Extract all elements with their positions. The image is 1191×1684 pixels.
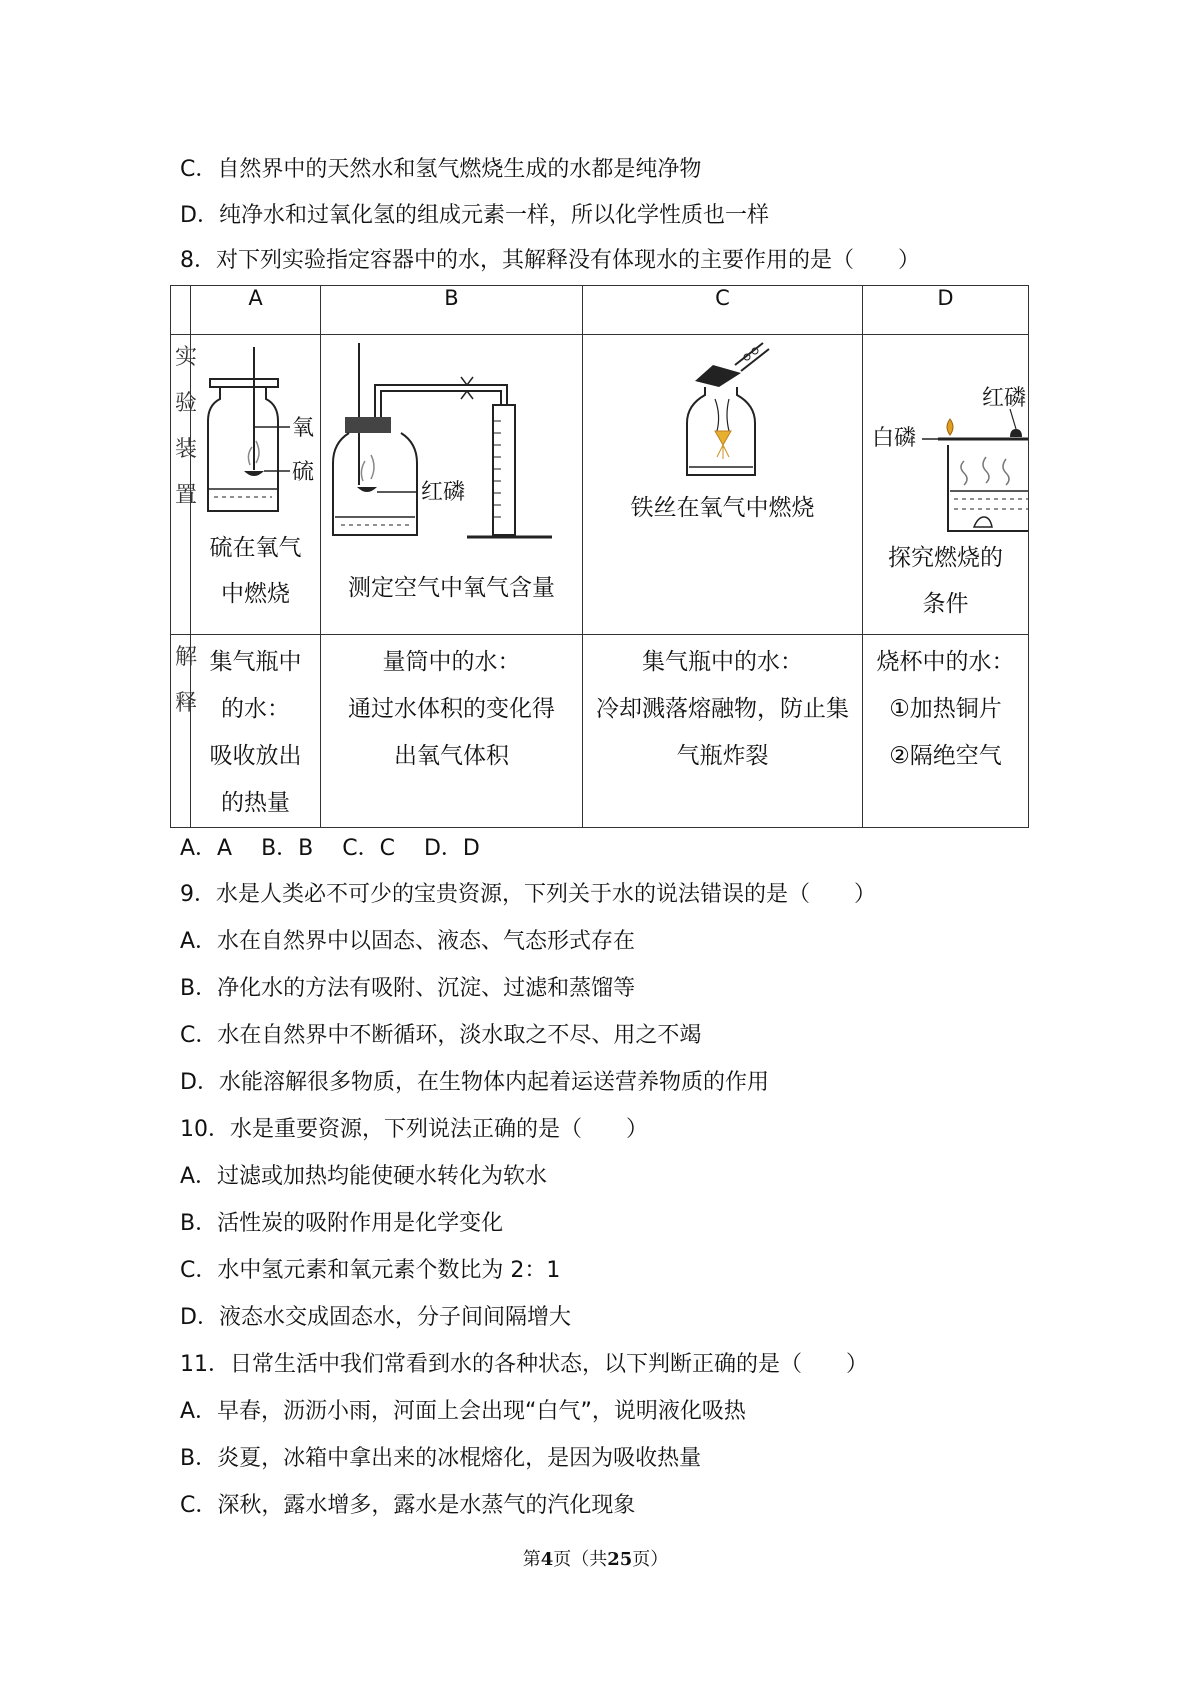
page-footer	[0, 1545, 1191, 1571]
caption-d	[863, 535, 1028, 627]
cell-d-device	[863, 335, 1029, 635]
q8-options: A．A B．B C．C D．D	[180, 836, 480, 861]
explain-row	[171, 635, 1029, 828]
phosphorus-apparatus-illustration	[327, 335, 577, 555]
explain-line: 集气瓶中的水：	[642, 649, 803, 675]
explain-line: 量筒中的水：	[382, 649, 521, 675]
q9-option-b: B．净化水的方法有吸附、沉淀、过滤和蒸馏等	[180, 976, 636, 1001]
side-char: 实	[175, 345, 198, 370]
footer-middle: 页（共	[553, 1549, 608, 1570]
header-blank	[171, 286, 191, 335]
footer-page-number: 4	[540, 1549, 554, 1570]
label-red-phosphorus: 红磷	[420, 480, 465, 505]
caption-line: 测定空气中氧气含量	[348, 575, 555, 601]
side-char: 解	[175, 645, 198, 670]
explain-b	[321, 635, 583, 828]
q7-option-d: D．纯净水和过氧化氢的组成元素一样，所以化学性质也一样	[180, 203, 769, 228]
q9-option-d: D．水能溶解很多物质，在生物体内起着运送营养物质的作用	[180, 1070, 769, 1095]
device-row	[171, 335, 1029, 635]
explain-line: 集气瓶中	[209, 649, 302, 675]
header-a: A	[191, 286, 321, 335]
label-red-phosphorus-d: 红磷	[981, 386, 1026, 411]
table-header-row	[171, 286, 1029, 335]
combustion-beaker-illustration	[864, 335, 1028, 535]
footer-suffix: 页）	[632, 1549, 669, 1570]
caption-line: 探究燃烧的	[888, 545, 1003, 571]
device-side-label	[171, 335, 198, 635]
header-d: D	[863, 286, 1029, 335]
footer-total-pages: 25	[607, 1549, 633, 1570]
explain-line: 的热量	[221, 790, 290, 816]
explain-c	[583, 635, 863, 828]
q10-option-d: D．液态水交成固态水，分子间间隔增大	[180, 1305, 571, 1330]
label-oxygen: 氧	[291, 416, 314, 441]
side-char: 释	[175, 691, 198, 716]
explain-line: ②隔绝空气	[889, 743, 1002, 769]
label-white-phosphorus: 白磷	[871, 426, 916, 451]
caption-b	[321, 555, 582, 611]
q11-option-b: B．炎夏，冰箱中拿出来的冰棍熔化，是因为吸收热量	[180, 1446, 702, 1471]
side-char: 置	[175, 483, 198, 508]
caption-c	[583, 485, 862, 531]
caption-line: 中燃烧	[221, 581, 290, 607]
q8-stem: 8．对下列实验指定容器中的水，其解释没有体现水的主要作用的是（ ）	[180, 248, 920, 273]
explain-line: 出氧气体积	[394, 743, 509, 769]
caption-line: 条件	[922, 591, 969, 617]
q10-option-c: C．水中氢元素和氧元素个数比为 2：1	[180, 1258, 561, 1283]
iron-wire-bottle-illustration	[643, 335, 803, 485]
footer-prefix: 第	[522, 1549, 541, 1570]
header-c: C	[583, 286, 863, 335]
cell-a-device	[191, 335, 321, 635]
explain-line: 冷却溅落熔融物，防止集	[596, 696, 849, 722]
q11-option-a: A．早春，沥沥小雨，河面上会出现“白气”，说明液化吸热	[180, 1399, 746, 1424]
q9-stem: 9．水是人类必不可少的宝贵资源，下列关于水的说法错误的是（ ）	[180, 882, 876, 907]
explain-line: ①加热铜片	[889, 696, 1002, 722]
explain-side-label	[171, 635, 198, 828]
q11-stem: 11．日常生活中我们常看到水的各种状态，以下判断正确的是（ ）	[180, 1352, 868, 1377]
side-char: 装	[175, 437, 198, 462]
q8-table	[170, 285, 1029, 828]
q7-option-c: C．自然界中的天然水和氢气燃烧生成的水都是纯净物	[180, 157, 702, 182]
caption-a	[191, 525, 320, 617]
caption-line: 铁丝在氧气中燃烧	[630, 495, 815, 521]
cell-c-device	[583, 335, 863, 635]
explain-line: 通过水体积的变化得	[348, 696, 555, 722]
explain-line: 气瓶炸裂	[676, 743, 769, 769]
sulfur-bottle-illustration	[192, 335, 320, 525]
q10-option-b: B．活性炭的吸附作用是化学变化	[180, 1211, 504, 1236]
header-b: B	[321, 286, 583, 335]
caption-line: 硫在氧气	[209, 535, 302, 561]
q9-option-a: A．水在自然界中以固态、液态、气态形式存在	[180, 929, 636, 954]
label-sulfur: 硫	[291, 460, 314, 485]
explain-d	[863, 635, 1029, 828]
explain-line: 的水：	[221, 696, 290, 722]
explain-a	[191, 635, 321, 828]
cell-b-device	[321, 335, 583, 635]
explain-line: 烧杯中的水：	[876, 649, 1015, 675]
explain-line: 吸收放出	[209, 743, 302, 769]
side-char: 验	[175, 391, 198, 416]
q10-option-a: A．过滤或加热均能使硬水转化为软水	[180, 1164, 548, 1189]
q10-stem: 10．水是重要资源，下列说法正确的是（ ）	[180, 1117, 648, 1142]
q11-option-c: C．深秋，露水增多，露水是水蒸气的汽化现象	[180, 1493, 636, 1518]
q9-option-c: C．水在自然界中不断循环，淡水取之不尽、用之不竭	[180, 1023, 702, 1048]
